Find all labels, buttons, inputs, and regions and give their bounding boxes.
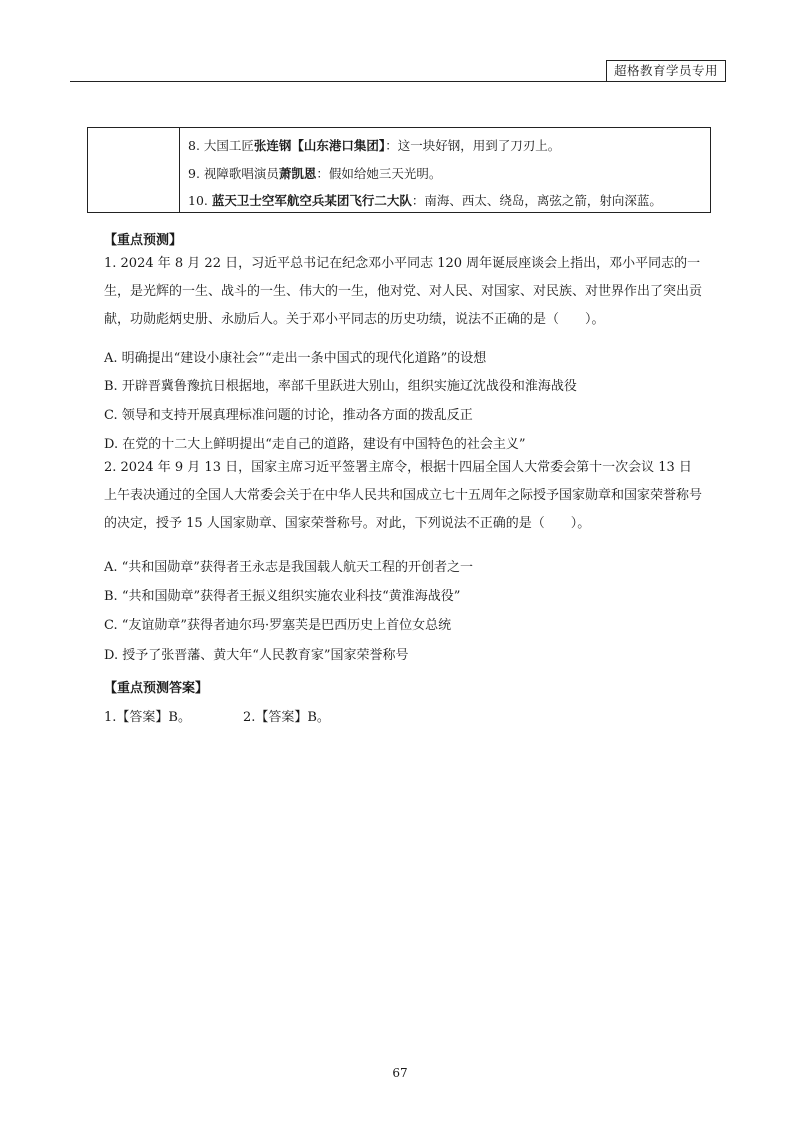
question-1-option-d: D. 在党的十二大上鲜明提出“走自己的道路，建设有中国特色的社会主义” [104,437,526,452]
question-1-option-b: B. 开辟晋冀鲁豫抗日根据地，率部千里跃进大别山，组织实施辽沈战役和淮海战役 [104,379,577,394]
answer-title: 【重点预测答案】 [104,681,209,696]
question-1-stem: 1. 2024 年 8 月 22 日，习近平总书记在纪念邓小平同志 120 周年诞辰座谈会上指出，邓小平同志的一生，是光辉的一生、战斗的一生、伟大的一生，他对党、对人民、对国家、对民族、对世界作出了突出贡献，功勋彪炳史册、永励后人。关于邓小平同志的历史功绩，说法不正确的是（ ）。 [104,256,703,327]
answer-1: 1.【答案】B。 [104,710,191,725]
table-row: 8. 大国工匠张连钢【山东港口集团】：这一块好钢，用到了刀刃上。 [188,138,561,153]
table-row: 9. 视障歌唱演员萧凯恩：假如给她三天光明。 [188,166,442,181]
question-2-option-b: B. “共和国勋章”获得者王振义组织实施农业科技“黄淮海战役” [104,589,461,604]
answer-2: 2.【答案】B。 [242,710,330,725]
page-number: 67 [392,1066,408,1080]
question-2-option-a: A. “共和国勋章”获得者王永志是我国载人航天工程的开创者之一 [104,560,473,575]
question-2-option-d: D. 授予了张晋藩、黄大年“人民教育家”国家荣誉称号 [104,648,409,663]
question-2-stem: 2. 2024 年 9 月 13 日，国家主席习近平签署主席令，根据十四届全国人大常委会第十一次会议 13 日上午表决通过的全国人大常委会关于在中华人民共和国成立七十五周年之际授予国家勋章和国家荣誉称号的决定，授予 15 人国家勋章、国家荣誉称号。对此，下列说法不正确的是（ ）。 [104,460,703,531]
table-left-cell [88,128,180,212]
table-row: 10. 蓝天卫士空军航空兵某团飞行二大队：南海、西太、绕岛，离弦之箭，射向深蓝。 [188,193,662,208]
honoree-table [87,127,711,213]
header-divider [70,81,724,82]
header-badge: 超格教育学员专用 [606,60,726,82]
question-2-option-c: C. “友谊勋章”获得者迪尔玛·罗塞芙是巴西历史上首位女总统 [104,618,452,633]
answer-list [104,706,330,725]
question-1-option-c: C. 领导和支持开展真理标准问题的讨论，推动各方面的拨乱反正 [104,408,473,423]
question-1-option-a: A. 明确提出“建设小康社会”“走出一条中国式的现代化道路”的设想 [104,351,487,366]
predict-title: 【重点预测】 [104,233,183,248]
